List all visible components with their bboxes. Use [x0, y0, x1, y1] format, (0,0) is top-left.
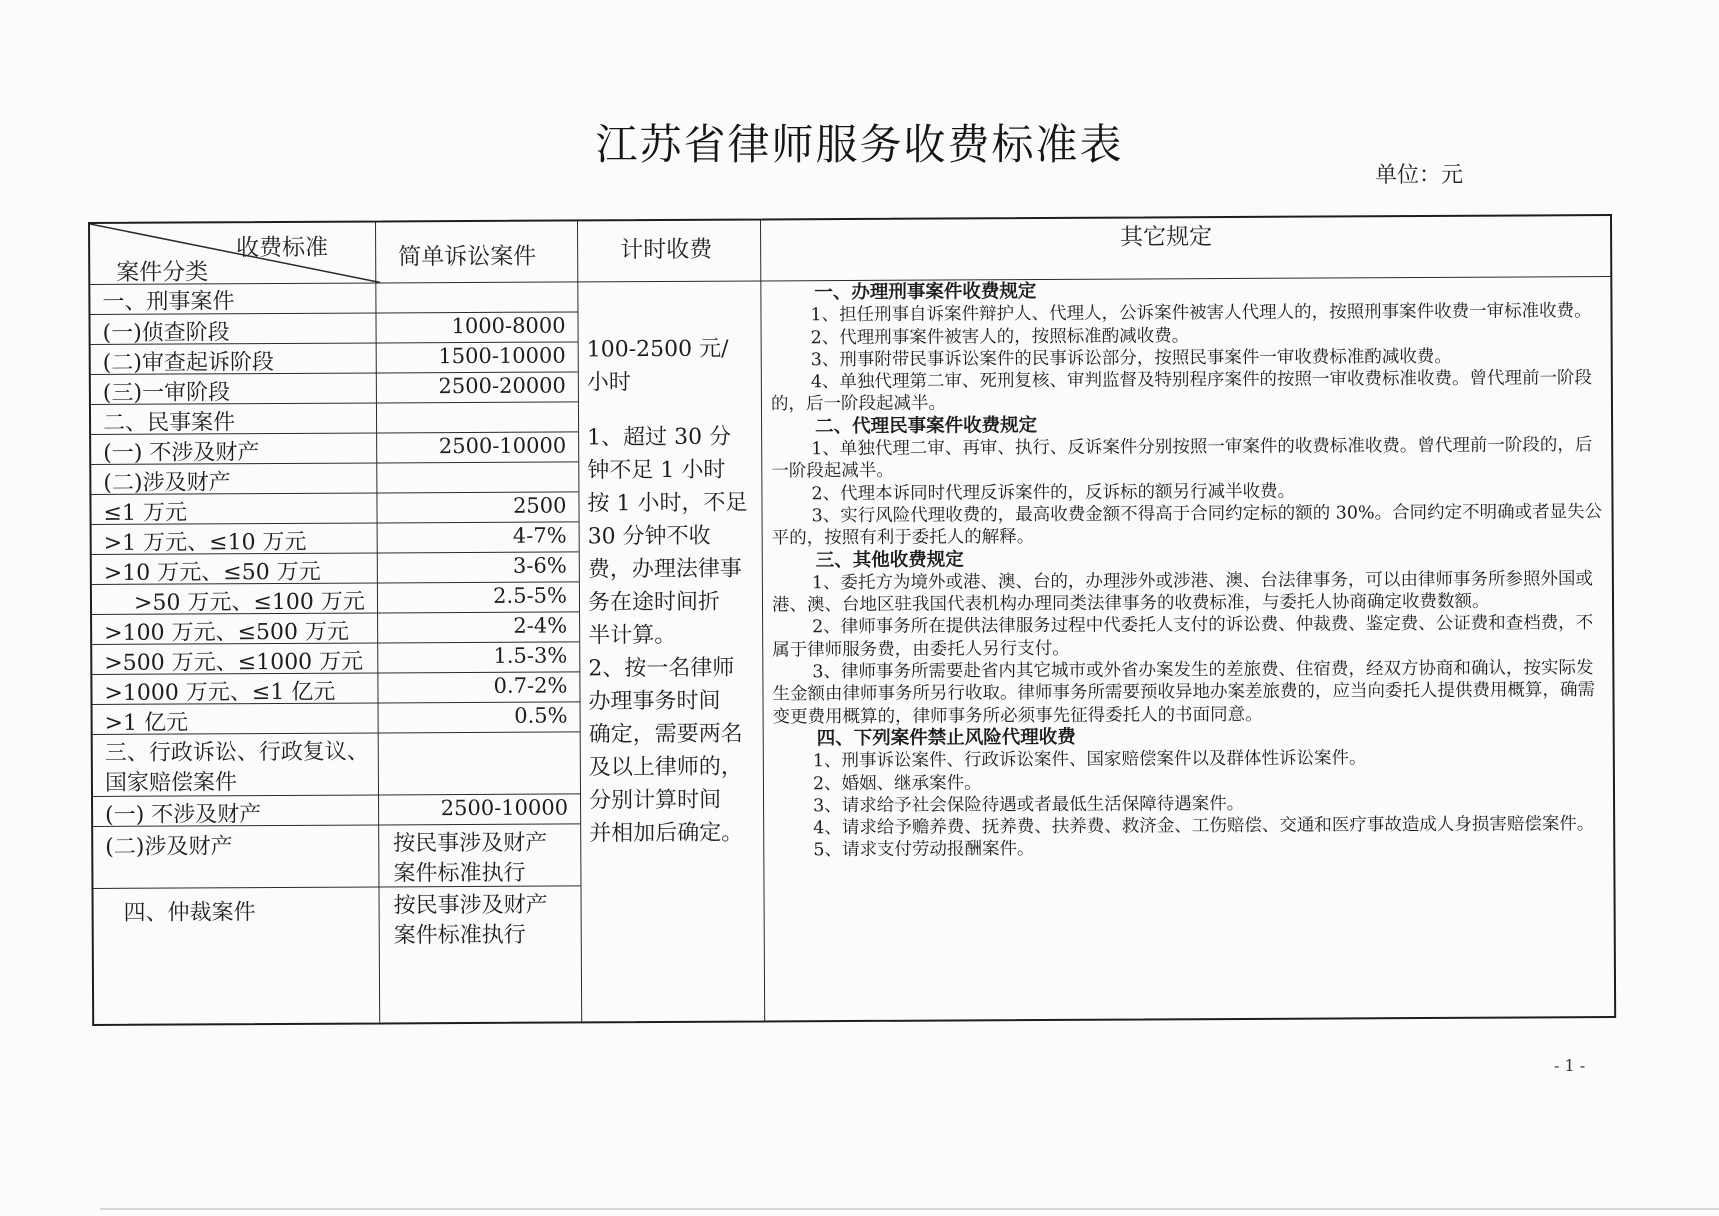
table-row [91, 491, 578, 524]
table-row [92, 671, 579, 704]
header-hourly-fee: 计时收费 [620, 236, 713, 264]
table-row [90, 281, 577, 314]
row-fee: 3-6% [512, 553, 567, 578]
rules-item: 2、律师事务所在提供法律服务过程中代委托人支付的诉讼费、仲裁费、鉴定费、公证费和查档费，不属于律师服务费，由委托人另行支付。 [772, 613, 1594, 661]
rules-item: 1、委托方为境外或港、澳、台的，办理涉外或涉港、澳、台法律事务，可以由律师事务所参照外国或港、澳、台地区驻我国代表机构办理同类法律事务的收费标准，与委托人协商确定收费数额。 [771, 568, 1594, 616]
hourly-note-2: 并相加后确定。 [589, 820, 744, 847]
rules-item: 3、实行风险代理收费的，最高收费金额不得高于合同约定标的额的 30%。合同约定不明确或者显失公平的，按照有利于委托人的解释。 [771, 502, 1603, 549]
row-category: (一)侦查阶段 [102, 320, 230, 346]
row-category: (一) 不涉及财产 [103, 440, 260, 466]
rules-item: 5、请求支付劳动报酬案件。 [813, 839, 1035, 861]
row-fee: 4-7% [512, 523, 567, 548]
hourly-note-2: 分别计算时间 [588, 787, 722, 814]
row-category: >1000 万元、≤1 亿元 [104, 679, 336, 706]
row-fee: 按民事涉及财产 [393, 892, 548, 919]
rules-item: 4、单独代理第二审、死刑复核、审判监督及特别程序案件的按照一审收费标准收费。曾代理前一阶段的，后一阶段起减半。 [770, 368, 1593, 415]
row-category: 四、仲裁案件 [123, 900, 256, 926]
header-fee-standard: 收费标准 [236, 234, 329, 262]
hourly-note-1: 按 1 小时，不足 [587, 490, 748, 517]
hourly-note-2: 确定，需要两名 [588, 721, 743, 748]
row-fee: 1500-10000 [438, 343, 566, 369]
hourly-rate: 100-2500 元/ [586, 336, 729, 363]
hourly-note-2: 及以上律师的， [588, 754, 743, 781]
other-rules-cell [770, 278, 1609, 862]
table-row [93, 823, 580, 888]
header-case-category: 案件分类 [116, 259, 209, 286]
row-category: (二)涉及财产 [103, 470, 231, 496]
rules-item: 3、请求给予社会保险待遇或者最低生活保障待遇案件。 [813, 793, 1245, 817]
rules-section-title: 四、下列案件禁止风险代理收费 [816, 726, 1076, 750]
rules-section-title: 三、其他收费规定 [815, 548, 964, 571]
rules-section-title: 二、代理民事案件收费规定 [815, 414, 1038, 437]
row-fee: 2.5-5% [493, 583, 568, 608]
page-title: 江苏省律师服务收费标准表 [595, 120, 1124, 169]
table-row [91, 341, 578, 374]
scan-edge-shadow [100, 1208, 1719, 1210]
table-row [91, 431, 578, 464]
table-row [91, 461, 578, 494]
row-fee: 2500 [512, 493, 567, 518]
row-fee-line2: 案件标准执行 [393, 860, 526, 887]
row-category: 三、行政诉讼、行政复议、 [104, 739, 369, 766]
row-category: (二)涉及财产 [105, 834, 233, 860]
row-fee: 2500-20000 [438, 373, 566, 399]
header-other-rules: 其它规定 [1120, 224, 1213, 251]
row-category: (一) 不涉及财产 [105, 802, 262, 828]
row-fee: 1.5-3% [493, 643, 568, 668]
row-fee: 0.5% [514, 703, 568, 728]
fee-standard-table [88, 214, 1616, 1026]
table-row [92, 611, 579, 644]
header-simple-litigation: 简单诉讼案件 [398, 243, 537, 271]
row-fee: 2-4% [513, 613, 568, 638]
table-row [90, 311, 577, 344]
table-row [92, 551, 579, 584]
hourly-note-1: 1、超过 30 分 [587, 424, 732, 451]
row-category: >1 万元、≤10 万元 [103, 529, 307, 556]
hourly-note-2: 办理事务时间 [588, 688, 721, 715]
rules-item: 1、刑事诉讼案件、行政诉讼案件、国家赔偿案件以及群体性诉讼案件。 [812, 748, 1367, 772]
table-row [92, 521, 579, 554]
row-category: (三)一审阶段 [102, 380, 231, 406]
table-row [91, 371, 578, 404]
row-category: >1 亿元 [104, 710, 189, 736]
table-row [93, 701, 580, 734]
row-fee: 1000-8000 [451, 313, 566, 339]
table-row [93, 793, 580, 826]
rules-item: 2、代理本诉同时代理反诉案件的，反诉标的额另行减半收费。 [811, 481, 1296, 504]
hourly-note-1: 钟不足 1 小时 [587, 457, 726, 484]
page-number: - 1 - [1554, 1056, 1586, 1075]
rules-item: 3、律师事务所需要赴省内其它城市或外省办案发生的差旅费、住宿费，经双方协商和确认，按实际发生金额由律师事务所另行收取。律师事务所需要预收异地办案差旅费的，应当向委托人提供费用概算，确需变更费用概算的，律师事务所必须事先征得委托人的书面同意。 [772, 658, 1596, 728]
row-category: >100 万元、≤500 万元 [104, 619, 350, 646]
table-row [93, 885, 581, 1026]
rules-item: 4、请求给予赡养费、抚养费、扶养费、救济金、工伤赔偿、交通和医疗事故造成人身损害赔偿案件。 [813, 814, 1595, 839]
table-row [91, 401, 578, 434]
hourly-note-1: 务在途时间折 [587, 589, 721, 616]
rules-item: 1、单独代理二审、再审、执行、反诉案件分别按照一审案件的收费标准收费。曾代理前一阶段的，后一阶段起减半。 [771, 435, 1593, 482]
hourly-note-1: 30 分钟不收 [587, 523, 711, 550]
row-fee: 按民事涉及财产 [393, 830, 548, 857]
rules-item: 3、刑事附带民事诉讼案件的民事诉讼部分，按照民事案件一审收费标准酌减收费。 [810, 346, 1452, 371]
rules-item: 1、担任刑事自诉案件辩护人、代理人，公诉案件被害人代理人的，按照刑事案件收费一审标准收费。 [810, 301, 1592, 326]
table-row [93, 731, 580, 796]
row-fee: 2500-10000 [438, 433, 567, 459]
row-category: >10 万元、≤50 万元 [103, 559, 321, 586]
hourly-rate-unit: 小时 [586, 370, 631, 396]
hourly-note-2: 2、按一名律师 [588, 655, 735, 682]
row-fee: 2500-10000 [440, 795, 569, 821]
table-row [92, 581, 579, 614]
row-category: 一、刑事案件 [102, 289, 235, 315]
row-fee: 0.7-2% [493, 673, 568, 698]
row-category: 二、民事案件 [102, 410, 236, 436]
rules-item: 2、代理刑事案件被害人的，按照标准酌减收费。 [810, 325, 1190, 348]
unit-label: 单位：元 [1375, 163, 1464, 188]
rules-item: 2、婚姻、继承案件。 [812, 772, 982, 794]
hourly-note-1: 费，办理法律事 [587, 556, 742, 583]
row-category-line2: 国家赔偿案件 [104, 770, 238, 796]
rules-section-title: 一、办理刑事案件收费规定 [814, 281, 1037, 304]
hourly-fee-cell [587, 332, 766, 850]
row-category: ≤1 万元 [103, 500, 188, 526]
row-category: >50 万元、≤100 万元 [133, 589, 365, 616]
hourly-note-1: 半计算。 [588, 622, 677, 649]
row-fee-line2: 案件标准执行 [393, 922, 526, 949]
row-category: >500 万元、≤1000 万元 [104, 649, 364, 676]
row-category: (二)审查起诉阶段 [102, 350, 274, 376]
table-row [92, 641, 579, 674]
